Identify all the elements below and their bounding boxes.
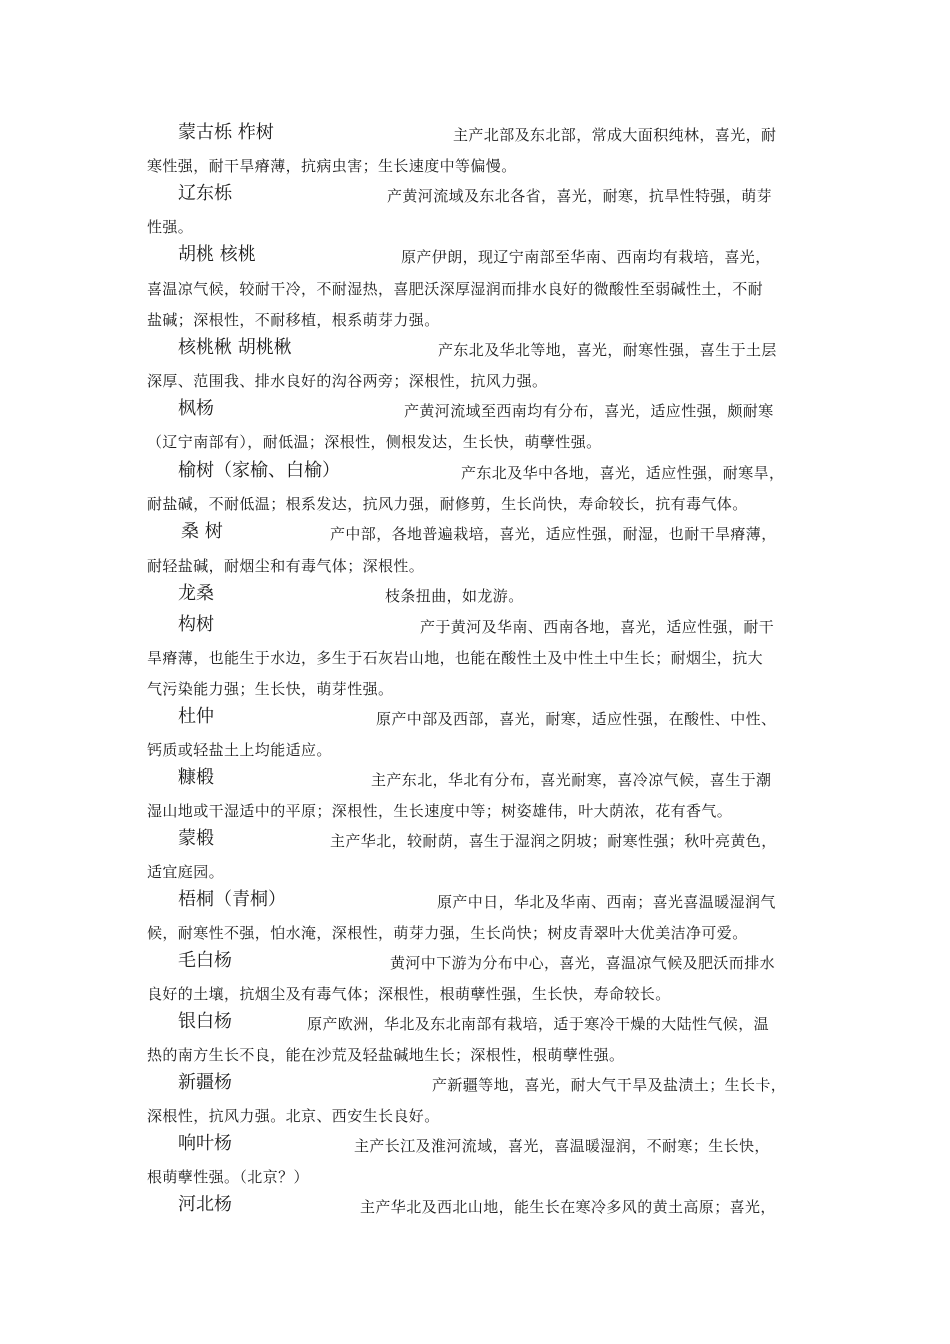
tree-description-line: 主产长江及淮河流域，喜光，喜温暖湿润，不耐寒；生长快， (354, 1137, 770, 1155)
tree-description-line: 主产华北，较耐荫，喜生于湿润之阴坡；耐寒性强；秋叶亮黄色， (330, 832, 777, 850)
tree-description-line: 产于黄河及华南、西南各地，喜光，适应性强，耐干 (420, 618, 775, 636)
tree-description-line: 枝条扭曲，如龙游。 (385, 587, 524, 605)
tree-name: 糠椴 (178, 767, 214, 788)
tree-description-line: 深根性，抗风力强。北京、西安生长良好。 (147, 1107, 440, 1125)
tree-description-line: 产东北及华中各地，喜光，适应性强，耐寒旱， (461, 464, 785, 482)
tree-description-line: 原产欧洲，华北及东北南部有栽培，适于寒冷干燥的大陆性气候，温 (307, 1015, 770, 1033)
tree-description-line: 主产北部及东北部，常成大面积纯林，喜光，耐 (453, 126, 777, 144)
tree-description-line: 旱瘠薄，也能生于水边，多生于石灰岩山地，也能在酸性土及中性土中生长；耐烟尘，抗大 (147, 649, 764, 667)
tree-name: 榆树（家榆、白榆） (178, 460, 340, 481)
tree-name: 蒙椴 (178, 828, 214, 849)
tree-description-line: 黄河中下游为分布中心，喜光，喜温凉气候及肥沃而排水 (390, 954, 776, 972)
tree-name: 辽东栎 (178, 183, 232, 204)
tree-name: 银白杨 (178, 1011, 232, 1032)
tree-description-line: 产黄河流域至西南均有分布，喜光，适应性强，颇耐寒 (404, 402, 774, 420)
tree-description-line: 湿山地或干湿适中的平原；深根性，生长速度中等；树姿雄伟，叶大荫浓，花有香气。 (147, 802, 733, 820)
tree-description-line: 产中部，各地普遍栽培，喜光，适应性强，耐湿，也耐干旱瘠薄， (330, 525, 777, 543)
tree-description-line: 原产伊朗，现辽宁南部至华南、西南均有栽培，喜光， (401, 248, 771, 266)
tree-description-line: 热的南方生长不良，能在沙荒及轻盐碱地生长；深根性，根萌孽性强。 (147, 1046, 625, 1064)
tree-description-line: 适宜庭园。 (147, 863, 225, 881)
tree-description-line: 产新疆等地，喜光，耐大气干旱及盐渍土；生长卡， (432, 1076, 787, 1094)
tree-description-line: 产黄河流域及东北各省，喜光，耐寒，抗旱性特强，萌芽 (387, 187, 773, 205)
tree-description-line: 主产华北及西北山地，能生长在寒冷多风的黄土高原；喜光， (360, 1198, 776, 1216)
tree-description-line: 耐轻盐碱，耐烟尘和有毒气体；深根性。 (147, 557, 425, 575)
tree-name: 蒙古栎 柞树 (178, 122, 274, 143)
tree-description-line: 盐碱；深根性，不耐移植，根系萌芽力强。 (147, 311, 440, 329)
tree-name: 胡桃 核桃 (178, 244, 256, 265)
tree-name: 核桃楸 胡桃楸 (178, 337, 292, 358)
tree-description-line: 良好的土壤，抗烟尘及有毒气体；深根性，根萌孽性强，生长快，寿命较长。 (147, 985, 671, 1003)
tree-name: 枫杨 (178, 398, 214, 419)
tree-description-line: 产东北及华北等地，喜光，耐寒性强，喜生于土层 (438, 341, 777, 359)
tree-name: 河北杨 (178, 1194, 232, 1215)
tree-name: 龙桑 (178, 583, 214, 604)
tree-name: 梧桐（青桐） (178, 889, 286, 910)
tree-description-line: 原产中日，华北及华南、西南；喜光喜温暖湿润气 (437, 893, 776, 911)
tree-name: 响叶杨 (178, 1133, 232, 1154)
tree-name: 桑 树 (181, 521, 223, 542)
tree-description-line: （辽宁南部有），耐低温；深根性，侧根发达，生长快，萌孽性强。 (147, 433, 602, 451)
tree-description-line: 气污染能力强；生长快，萌芽性强。 (147, 680, 394, 698)
tree-name: 新疆杨 (178, 1072, 232, 1093)
tree-description-line: 钙质或轻盐土上均能适应。 (147, 741, 332, 759)
tree-description-line: 候，耐寒性不强，怕水淹，深根性，萌芽力强，生长尚快；树皮青翠叶大优美洁净可爱。 (147, 924, 748, 942)
tree-description-line: 主产东北，华北有分布，喜光耐寒，喜冷凉气候，喜生于潮 (371, 771, 772, 789)
tree-description-line: 性强。 (147, 218, 194, 236)
tree-name: 构树 (178, 614, 214, 635)
tree-description-line: 耐盐碱，不耐低温；根系发达，抗风力强，耐修剪，生长尚快，寿命较长，抗有毒气体。 (147, 495, 748, 513)
tree-name: 杜仲 (178, 706, 214, 727)
tree-name: 毛白杨 (178, 950, 232, 971)
tree-description-line: 原产中部及西部，喜光，耐寒，适应性强，在酸性、中性、 (376, 710, 777, 728)
tree-description-line: 深厚、范围我、排水良好的沟谷两旁；深根性，抗风力强。 (147, 372, 548, 390)
tree-description-line: 寒性强，耐干旱瘠薄，抗病虫害；生长速度中等偏慢。 (147, 157, 517, 175)
tree-description-line: 喜温凉气候，较耐干冷，不耐湿热，喜肥沃深厚湿润而排水良好的微酸性至弱碱性土，不耐 (147, 280, 764, 298)
tree-description-line: 根萌孽性强。（北京？） (147, 1168, 309, 1186)
